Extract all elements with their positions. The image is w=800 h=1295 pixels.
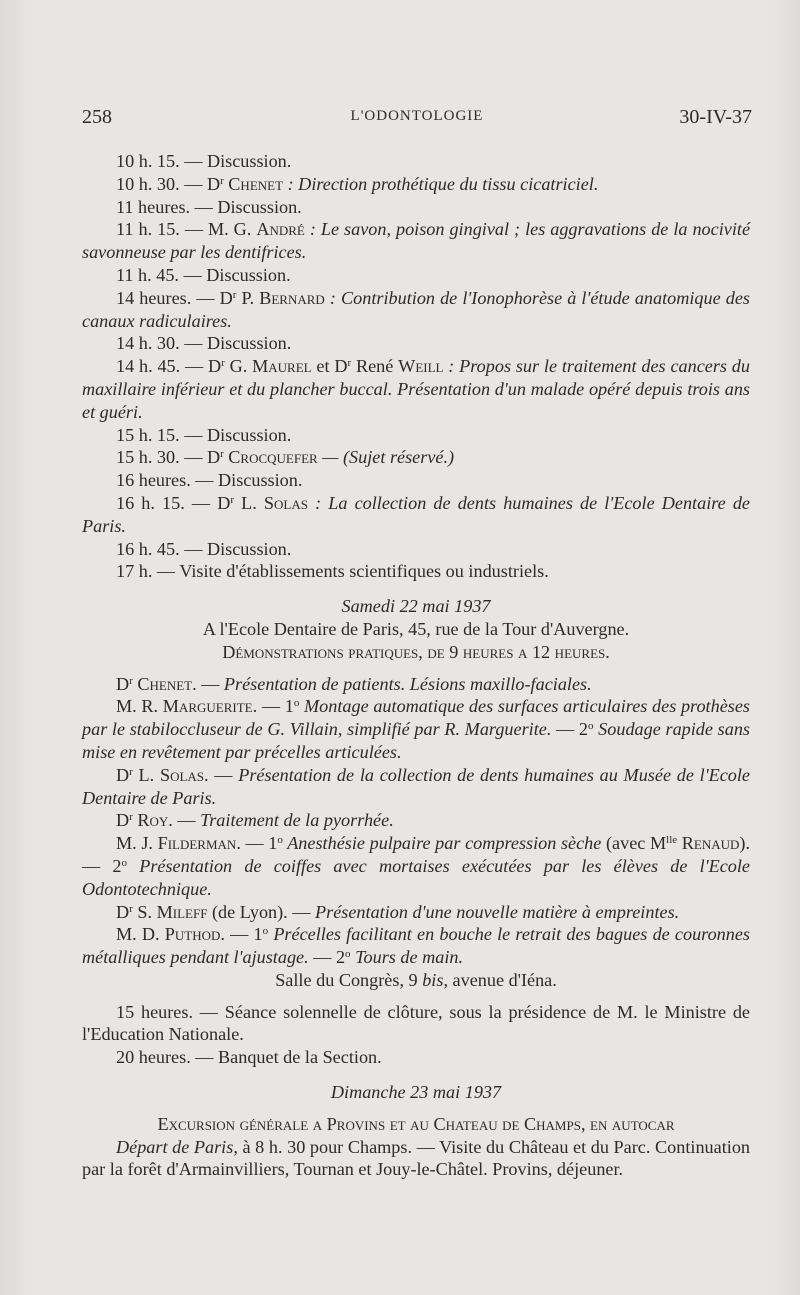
page-body <box>82 150 750 1181</box>
demo-item: M. D. Puthod. — 1$^o$ Précelles facilitant en bouche le retrait des bagues de couronnes métalliques pendant l'ajustage. — 2$^o$ Tours de main. <box>82 924 751 968</box>
program-item: 14 h. 45. — $D^r$ G. Maurel et $D^r$ René Weill : Propos sur le traitement des cancers du maxillaire inférieur et du plancher buccal. Présentation d'un malade opéré depuis trois ans et guéri. <box>82 356 750 422</box>
page-number: 258 <box>82 106 112 128</box>
program-item: 11 h. 15. — M. G. André : Le savon, poison gingival ; les aggravations de la nocivité savonneuse par les dentifrices. <box>82 219 751 263</box>
issue-date: 30-IV-37 <box>679 106 752 128</box>
program-item: 11 heures. — Discussion. <box>116 196 302 217</box>
demo-item: $D^r$ Chenet. — Présentation de patients. Lésions maxillo-faciales. <box>116 673 592 694</box>
saturday-subheading: Démonstrations pratiques, de 9 heures a 12 heures. <box>222 641 610 662</box>
program-item: 11 h. 45. — Discussion. <box>116 264 291 285</box>
program-item: 16 h. 45. — Discussion. <box>116 538 292 559</box>
excursion-details: Départ de Paris, à 8 h. 30 pour Champs. — Visite du Château et du Parc. Continuation par la forêt d'Armainvilliers, Tournan et Jouy-le-Châtel. Provins, déjeuner. <box>82 1136 751 1180</box>
closing-session: 15 heures. — Séance solennelle de clôture, sous la présidence de M. le Ministre de l'Education Nationale. <box>82 1001 750 1045</box>
demo-item: $D^r$ L. Solas. — Présentation de la collection de dents humaines au Musée de l'Ecole Dentaire de Paris. <box>82 764 751 808</box>
program-item: 17 h. — Visite d'établissements scientifiques ou industriels. <box>116 561 549 582</box>
page-header <box>82 106 752 136</box>
demo-item: M. J. Filderman. — 1$^o$ Anesthésie pulpaire par compression sèche (avec $M^{lle}$ Renaud). — 2$^o$ Présentation de coiffes avec mortaises exécutées par les élèves de l'Ecole Odontotechnique. <box>82 833 751 899</box>
saturday-heading: Samedi 22 mai 1937 <box>341 596 491 617</box>
sunday-heading: Dimanche 23 mai 1937 <box>330 1082 502 1103</box>
running-title: L'ODONTOLOGIE <box>350 108 484 124</box>
program-item: 16 h. 15. — $D^r$ L. Solas : La collection de dents humaines de l'Ecole Dentaire de Paris. <box>82 492 751 536</box>
saturday-location: A l'Ecole Dentaire de Paris, 45, rue de la Tour d'Auvergne. <box>202 618 630 639</box>
program-item: 10 h. 15. — Discussion. <box>116 151 292 171</box>
demo-item: $D^r$ S. Mileff (de Lyon). — Présentation d'une nouvelle matière à empreintes. <box>116 901 680 922</box>
excursion-heading: Excursion générale a Provins et au Chateau de Champs, en autocar <box>157 1113 675 1134</box>
demo-item: $D^r$ Roy. — Traitement de la pyorrhée. <box>116 810 394 831</box>
program-item: 14 h. 30. — Discussion. <box>116 333 292 354</box>
program-item: 15 h. 30. — $D^r$ Crocquefer — (Sujet réservé.) <box>116 447 455 468</box>
program-item: 15 h. 15. — Discussion. <box>116 424 292 445</box>
program-item: 16 heures. — Discussion. <box>116 470 303 491</box>
program-item: 10 h. 30. — $D^r$ Chenet : Direction prothétique du tissu cicatriciel. <box>116 173 599 194</box>
demo-item: M. R. Marguerite. — 1$^o$ Montage automatique des surfaces articulaires des prothèses par le stabiloccluseur de G. Villain, simplifié par R. Marguerite. — 2$^o$ Soudage rapide sans mise en revêtement par précelles articulées. <box>82 696 751 762</box>
afternoon-location: Salle du Congrès, 9 bis, avenue d'Iéna. <box>275 969 557 990</box>
program-item: 14 heures. — $D^r$ P. Bernard : Contribution de l'Ionophorèse à l'étude anatomique des canaux radiculaires. <box>82 287 751 331</box>
banquet: 20 heures. — Banquet de la Section. <box>116 1047 382 1068</box>
